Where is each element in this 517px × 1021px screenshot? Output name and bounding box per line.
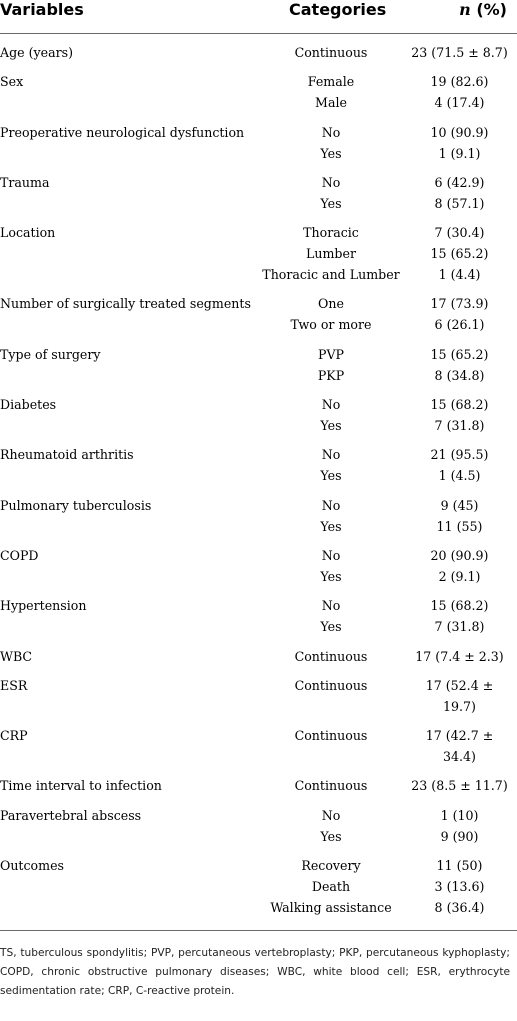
- row-variable: Pulmonary tuberculosis: [0, 497, 152, 513]
- row-categories: [260, 589, 402, 637]
- row-variable: Location: [0, 225, 56, 241]
- row-values: [402, 719, 517, 767]
- table-row: [0, 287, 517, 337]
- row-values: [402, 338, 517, 386]
- table-row: [0, 65, 517, 115]
- row-value: 2 (9.1): [438, 568, 481, 584]
- row-value: 10 (90.9): [430, 124, 489, 140]
- row-value: 1 (9.1): [438, 145, 481, 161]
- row-variable: ESR: [0, 677, 28, 693]
- row-variable: Trauma: [0, 174, 50, 190]
- row-category: Yes: [320, 195, 342, 211]
- bottom-rule: [0, 930, 517, 931]
- row-value: 23 (8.5 ± 11.7): [411, 778, 508, 794]
- row-category: Walking assistance: [270, 900, 392, 916]
- row-category: No: [321, 397, 341, 413]
- table-row: [0, 849, 517, 920]
- row-categories: [260, 719, 402, 746]
- table-row: [0, 539, 517, 589]
- table-row: [0, 338, 517, 388]
- row-category: Continuous: [294, 677, 368, 693]
- row-value: 8 (57.1): [434, 195, 485, 211]
- row-categories: [260, 216, 402, 285]
- row-category: No: [321, 598, 341, 614]
- table-row: [0, 116, 517, 166]
- row-value: 15 (65.2): [430, 346, 489, 362]
- row-categories: [260, 338, 402, 386]
- row-value: 6 (42.9): [434, 174, 485, 190]
- row-values: [402, 640, 517, 667]
- row-category: Male: [315, 95, 347, 111]
- row-values: [402, 216, 517, 285]
- row-variable: Paravertebral abscess: [0, 807, 142, 823]
- row-category: Thoracic: [303, 225, 359, 241]
- row-variable: Age (years): [0, 45, 73, 60]
- row-variable: Diabetes: [0, 397, 57, 413]
- row-variable: Preoperative neurological dysfunction: [0, 124, 245, 140]
- row-variable: WBC: [0, 648, 33, 664]
- row-category: Yes: [320, 568, 342, 584]
- row-value: 21 (95.5): [430, 447, 489, 463]
- row-category: No: [321, 124, 341, 140]
- row-value: 20 (90.9): [430, 547, 489, 563]
- row-categories: [260, 36, 402, 63]
- table-row: [0, 489, 517, 539]
- row-value: 17 (52.4 ±: [425, 677, 494, 693]
- row-categories: [260, 769, 402, 796]
- table-row: [0, 640, 517, 669]
- table-body: [0, 36, 517, 920]
- row-category: One: [318, 296, 344, 312]
- table-row: [0, 216, 517, 287]
- header-n-italic: n: [459, 0, 471, 19]
- row-values: [402, 669, 517, 717]
- row-category: Two or more: [290, 317, 372, 333]
- row-values: [402, 589, 517, 637]
- row-categories: [260, 799, 402, 847]
- row-category: No: [321, 174, 341, 190]
- header-n-rest: (%): [470, 0, 507, 19]
- row-value: 8 (36.4): [434, 900, 485, 916]
- row-values: [402, 166, 517, 214]
- row-values: [402, 438, 517, 486]
- row-values: [402, 769, 517, 796]
- row-variable: Time interval to infection: [0, 778, 162, 794]
- row-value: 3 (13.6): [434, 879, 485, 895]
- table-footnote: TS, tuberculous spondylitis; PVP, percutaneous vertebroplasty; PKP, percutaneous kyphoplasty; COPD, chronic obstructive pulmonary diseases; WBC, white blood cell; ESR, erythrocyte sedimentation rate; CRP, C-reactive protein.: [0, 947, 510, 997]
- row-categories: [260, 640, 402, 667]
- row-value: 17 (42.7 ±: [425, 728, 494, 744]
- row-categories: [260, 116, 402, 164]
- table-header: [0, 0, 517, 36]
- row-value: 15 (65.2): [430, 246, 489, 262]
- row-category: Yes: [320, 145, 342, 161]
- row-value: 19.7): [443, 698, 476, 714]
- table-row: [0, 589, 517, 639]
- row-value: 4 (17.4): [434, 95, 485, 111]
- row-variable: Number of surgically treated segments: [0, 296, 251, 312]
- row-category: Yes: [320, 619, 342, 635]
- row-value: 1 (10): [440, 807, 479, 823]
- header-n-percent: [459, 0, 507, 20]
- row-values: [402, 388, 517, 436]
- header-categories: Categories: [289, 0, 387, 19]
- row-category: PKP: [317, 367, 345, 383]
- row-category: PVP: [317, 346, 345, 362]
- row-category: Yes: [320, 418, 342, 434]
- row-variable: Outcomes: [0, 858, 64, 874]
- row-category: Recovery: [301, 858, 361, 874]
- row-category: Continuous: [294, 45, 368, 60]
- row-value: 17 (73.9): [430, 296, 489, 312]
- row-variable: CRP: [0, 728, 28, 744]
- row-category: No: [321, 807, 341, 823]
- row-category: Continuous: [294, 648, 368, 664]
- row-category: No: [321, 547, 341, 563]
- row-category: Yes: [320, 828, 342, 844]
- row-value: 9 (90): [440, 828, 479, 844]
- table-row: [0, 438, 517, 488]
- row-value: 6 (26.1): [434, 317, 485, 333]
- row-variable: Rheumatoid arthritis: [0, 447, 134, 463]
- table-row: [0, 388, 517, 438]
- row-categories: [260, 849, 402, 918]
- row-variable: Hypertension: [0, 598, 87, 614]
- row-values: [402, 539, 517, 587]
- row-values: [402, 287, 517, 335]
- row-category: No: [321, 447, 341, 463]
- row-categories: [260, 489, 402, 537]
- table-row: [0, 166, 517, 216]
- row-values: [402, 65, 517, 113]
- row-category: No: [321, 497, 341, 513]
- row-value: 1 (4.4): [438, 267, 481, 283]
- row-categories: [260, 166, 402, 214]
- row-category: Continuous: [294, 778, 368, 794]
- row-category: Female: [307, 74, 355, 90]
- row-categories: [260, 438, 402, 486]
- row-value: 19 (82.6): [430, 74, 489, 90]
- row-category: Continuous: [294, 728, 368, 744]
- table-row: [0, 669, 517, 719]
- row-value: 1 (4.5): [438, 468, 481, 484]
- row-variable: Type of surgery: [0, 346, 101, 362]
- row-category: Thoracic and Lumber: [262, 267, 400, 283]
- row-value: 15 (68.2): [430, 598, 489, 614]
- row-value: 23 (71.5 ± 8.7): [411, 45, 508, 60]
- row-category: Death: [311, 879, 351, 895]
- row-value: 15 (68.2): [430, 397, 489, 413]
- row-values: [402, 849, 517, 918]
- row-categories: [260, 388, 402, 436]
- row-values: [402, 799, 517, 847]
- header-variables: Variables: [0, 0, 84, 19]
- row-values: [402, 36, 517, 63]
- row-value: 7 (31.8): [434, 418, 485, 434]
- row-value: 7 (30.4): [434, 225, 485, 241]
- row-categories: [260, 539, 402, 587]
- table-row: [0, 799, 517, 849]
- row-categories: [260, 669, 402, 696]
- row-value: 17 (7.4 ± 2.3): [415, 648, 504, 664]
- row-value: 34.4): [443, 749, 476, 765]
- row-values: [402, 116, 517, 164]
- row-value: 8 (34.8): [434, 367, 485, 383]
- row-categories: [260, 65, 402, 113]
- header-rule: [0, 33, 517, 34]
- row-value: 7 (31.8): [434, 619, 485, 635]
- row-values: [402, 489, 517, 537]
- row-category: Yes: [320, 468, 342, 484]
- row-variable: Sex: [0, 74, 24, 90]
- row-value: 11 (50): [436, 858, 483, 874]
- table-row: [0, 769, 517, 798]
- table-row: [0, 36, 517, 65]
- row-variable: COPD: [0, 547, 39, 563]
- row-categories: [260, 287, 402, 335]
- row-category: Lumber: [306, 246, 356, 262]
- row-value: 9 (45): [440, 497, 479, 513]
- table-row: [0, 719, 517, 769]
- row-category: Yes: [320, 518, 342, 534]
- row-value: 11 (55): [436, 518, 483, 534]
